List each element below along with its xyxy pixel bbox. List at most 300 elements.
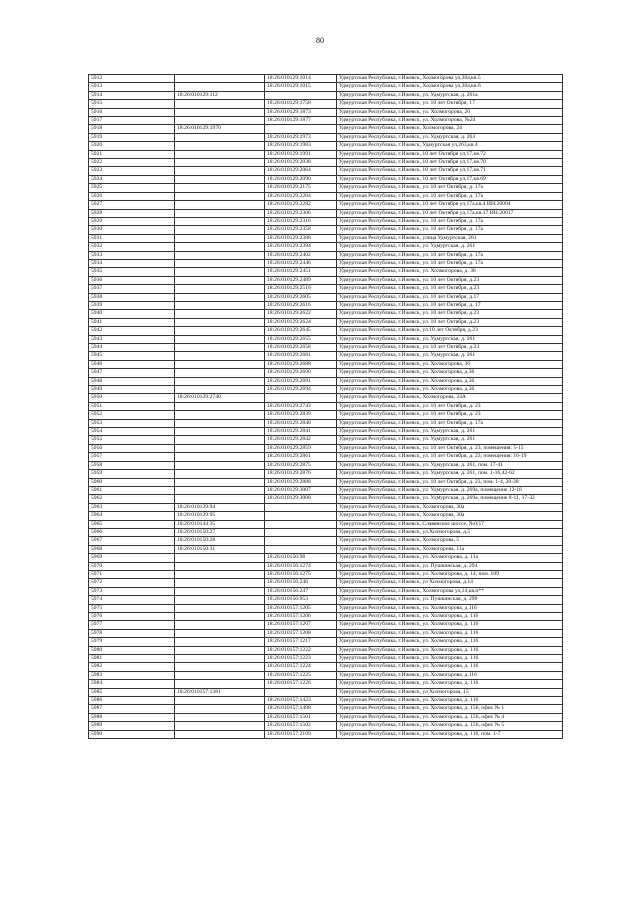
land-plot-cadastral-cell bbox=[175, 705, 265, 713]
land-plot-cadastral-cell bbox=[175, 175, 265, 183]
row-number-cell: 5964 bbox=[89, 512, 175, 520]
building-cadastral-cell: 18:26:010157:1226 bbox=[265, 680, 337, 688]
land-plot-cadastral-cell bbox=[175, 671, 265, 679]
row-number-cell: 5974 bbox=[89, 596, 175, 604]
building-cadastral-cell: 18:26:010129:2861 bbox=[265, 453, 337, 461]
row-number-cell: 5950 bbox=[89, 394, 175, 402]
address-cell: Удмуртская Республика, г.Ижевск, ул. Холмогорова, д. 116, пом. 1-7 bbox=[337, 730, 563, 738]
row-number-cell: 5930 bbox=[89, 226, 175, 234]
row-number-cell: 5919 bbox=[89, 133, 175, 141]
address-cell: Удмуртская Республика, г.Ижевск, ул Холмогорова, д.14 bbox=[337, 579, 563, 587]
building-cadastral-cell: 18:26:010129:2605 bbox=[265, 293, 337, 301]
address-cell: Удмуртская Республика, г.Ижевск, ул. Удмуртская, д. 261, пом. 1-16,42-62 bbox=[337, 470, 563, 478]
row-number-cell: 5990 bbox=[89, 730, 175, 738]
land-plot-cadastral-cell bbox=[175, 730, 265, 738]
address-cell: Удмуртская Республика, г.Ижевск, улица Удмуртская, 261 bbox=[337, 234, 563, 242]
table-row bbox=[89, 596, 563, 604]
land-plot-cadastral-cell: 18:26:010129:2740 bbox=[175, 394, 265, 402]
table-row bbox=[89, 680, 563, 688]
land-plot-cadastral-cell bbox=[175, 360, 265, 368]
table-row bbox=[89, 697, 563, 705]
table-row bbox=[89, 562, 563, 570]
address-cell: Удмуртская Республика, г.Ижевск, Холмогорова ул,30а,кв.5 bbox=[337, 75, 563, 83]
land-plot-cadastral-cell bbox=[175, 301, 265, 309]
address-cell: Удмуртская Республика, г.Ижевск, ул. 10 лет Октября, д. 23 bbox=[337, 402, 563, 410]
building-cadastral-cell: 18:26:010129:2888 bbox=[265, 478, 337, 486]
table-row bbox=[89, 184, 563, 192]
row-number-cell: 5982 bbox=[89, 663, 175, 671]
building-cadastral-cell: 18:26:010129:2204 bbox=[265, 192, 337, 200]
land-plot-cadastral-cell bbox=[175, 554, 265, 562]
building-cadastral-cell: 18:26:010129:2402 bbox=[265, 251, 337, 259]
land-plot-cadastral-cell bbox=[175, 697, 265, 705]
row-number-cell: 5941 bbox=[89, 318, 175, 326]
row-number-cell: 5916 bbox=[89, 108, 175, 116]
building-cadastral-cell: 18:26:010129:2645 bbox=[265, 327, 337, 335]
row-number-cell: 5946 bbox=[89, 360, 175, 368]
building-cadastral-cell: 18:26:010129:2876 bbox=[265, 470, 337, 478]
table-row bbox=[89, 604, 563, 612]
building-cadastral-cell: 18:26:010129:2842 bbox=[265, 436, 337, 444]
table-row bbox=[89, 75, 563, 83]
address-cell: Удмуртская Республика, г.Ижевск, ул. Удмуртская, д. 261 bbox=[337, 335, 563, 343]
land-plot-cadastral-cell bbox=[175, 629, 265, 637]
row-number-cell: 5968 bbox=[89, 545, 175, 553]
table-row bbox=[89, 428, 563, 436]
row-number-cell: 5967 bbox=[89, 537, 175, 545]
address-cell: Удмуртская Республика, г.Ижевск, ул Холмогорова, 15 bbox=[337, 688, 563, 696]
table-row bbox=[89, 268, 563, 276]
address-cell: Удмуртская Республика, г.Ижевск, ул. Холмогорова, д. 156, офис № 4 bbox=[337, 713, 563, 721]
building-cadastral-cell: 18:26:010129:2622 bbox=[265, 310, 337, 318]
land-plot-cadastral-cell bbox=[175, 486, 265, 494]
table-row bbox=[89, 100, 563, 108]
land-plot-cadastral-cell bbox=[175, 470, 265, 478]
building-cadastral-cell bbox=[265, 512, 337, 520]
table-row bbox=[89, 688, 563, 696]
row-number-cell: 5977 bbox=[89, 621, 175, 629]
row-number-cell: 5969 bbox=[89, 554, 175, 562]
row-number-cell: 5920 bbox=[89, 142, 175, 150]
building-cadastral-cell: 18:26:010129:1991 bbox=[265, 150, 337, 158]
row-number-cell: 5987 bbox=[89, 705, 175, 713]
address-cell: Удмуртская Республика, г.Ижевск, ул. 10 лет Октября, д. 17а bbox=[337, 217, 563, 225]
building-cadastral-cell: 18:26:010129:2038 bbox=[265, 159, 337, 167]
address-cell: Удмуртская Республика, г.Ижевск, ул. Холмогорова, д.36 bbox=[337, 369, 563, 377]
land-plot-cadastral-cell bbox=[175, 411, 265, 419]
table-row bbox=[89, 344, 563, 352]
building-cadastral-cell: 18:26:010129:2358 bbox=[265, 226, 337, 234]
building-cadastral-cell bbox=[265, 537, 337, 545]
land-plot-cadastral-cell bbox=[175, 570, 265, 578]
building-cadastral-cell bbox=[265, 91, 337, 99]
table-row bbox=[89, 91, 563, 99]
address-cell: Удмуртская Республика, г.Ижевск, ул. 10 лет Октября, д.23 bbox=[337, 318, 563, 326]
row-number-cell: 5979 bbox=[89, 638, 175, 646]
land-plot-cadastral-cell bbox=[175, 478, 265, 486]
address-cell: Удмуртская Республика, г.Ижевск, ул. 10 лет Октября, д.17 bbox=[337, 293, 563, 301]
land-plot-cadastral-cell bbox=[175, 184, 265, 192]
table-row bbox=[89, 369, 563, 377]
table-row bbox=[89, 108, 563, 116]
address-cell: Удмуртская Республика, г.Ижевск, ул. Холмогорова, д.116 bbox=[337, 671, 563, 679]
table-row bbox=[89, 301, 563, 309]
row-number-cell: 5957 bbox=[89, 453, 175, 461]
address-cell: Удмуртская Республика, г.Ижевск, ул. Холмогорова, д. 116 bbox=[337, 655, 563, 663]
address-cell: Удмуртская Республика, г.Ижевск, ул. Холмогорова, д. 116 bbox=[337, 680, 563, 688]
address-cell: Удмуртская Республика, г.Ижевск, ул. Удмуртская, д. 261 bbox=[337, 352, 563, 360]
row-number-cell: 5918 bbox=[89, 125, 175, 133]
land-plot-cadastral-cell bbox=[175, 663, 265, 671]
table-row bbox=[89, 730, 563, 738]
building-cadastral-cell bbox=[265, 503, 337, 511]
address-cell: Удмуртская Республика, г.Ижевск, ул. 10 лет Октября, д.23 bbox=[337, 285, 563, 293]
address-cell: Удмуртская Республика, г.Ижевск, Холмогорова, 24А bbox=[337, 394, 563, 402]
row-number-cell: 5961 bbox=[89, 486, 175, 494]
table-row bbox=[89, 621, 563, 629]
building-cadastral-cell: 18:26:010157:1498 bbox=[265, 705, 337, 713]
land-plot-cadastral-cell bbox=[175, 587, 265, 595]
land-plot-cadastral-cell bbox=[175, 108, 265, 116]
address-cell: Удмуртская Республика, г.Ижевск, Холмогорова, 5 bbox=[337, 537, 563, 545]
row-number-cell: 5935 bbox=[89, 268, 175, 276]
table-row bbox=[89, 671, 563, 679]
land-plot-cadastral-cell bbox=[175, 318, 265, 326]
land-plot-cadastral-cell bbox=[175, 285, 265, 293]
row-number-cell: 5934 bbox=[89, 259, 175, 267]
address-cell: Удмуртская Республика, г.Ижевск, ул.Холмогорова, д.5 bbox=[337, 528, 563, 536]
building-cadastral-cell: 18:26:010129:1877 bbox=[265, 117, 337, 125]
building-cadastral-cell bbox=[265, 520, 337, 528]
land-plot-cadastral-cell: 18:26:010157:1381 bbox=[175, 688, 265, 696]
building-cadastral-cell: 18:26:010156:247 bbox=[265, 587, 337, 595]
address-cell: Удмуртская Республика, г.Ижевск, 10 лет Октября ул,17,кв.72 bbox=[337, 150, 563, 158]
land-plot-cadastral-cell bbox=[175, 209, 265, 217]
address-cell: Удмуртская Республика, г.Ижевск, ул. Холмогорова, д. 116 bbox=[337, 697, 563, 705]
land-plot-cadastral-cell bbox=[175, 352, 265, 360]
table-row bbox=[89, 234, 563, 242]
table-row bbox=[89, 175, 563, 183]
land-plot-cadastral-cell: 18:26:010129:1970 bbox=[175, 125, 265, 133]
address-cell: Удмуртская Республика, г.Ижевск, ул. Удмуртская, д. 269а, помещение 8-11, 17-32 bbox=[337, 495, 563, 503]
row-number-cell: 5960 bbox=[89, 478, 175, 486]
building-cadastral-cell: 18:26:010157:1222 bbox=[265, 646, 337, 654]
land-plot-cadastral-cell bbox=[175, 167, 265, 175]
row-number-cell: 5978 bbox=[89, 629, 175, 637]
table-row bbox=[89, 411, 563, 419]
row-number-cell: 5986 bbox=[89, 697, 175, 705]
land-plot-cadastral-cell: 18:26:010129:95 bbox=[175, 512, 265, 520]
row-number-cell: 5980 bbox=[89, 646, 175, 654]
address-cell: Удмуртская Республика, г.Ижевск, ул. 10 лет Октября, д.23 bbox=[337, 344, 563, 352]
address-cell: Удмуртская Республика, г.Ижевск, ул. Холмогорова, д. 116 bbox=[337, 613, 563, 621]
address-cell: Удмуртская Республика, г.Ижевск, ул. 10 лет Октября, д. 23, пом. 1-4, 20-38 bbox=[337, 478, 563, 486]
table-row bbox=[89, 318, 563, 326]
land-plot-cadastral-cell bbox=[175, 268, 265, 276]
building-cadastral-cell: 18:26:010157:1223 bbox=[265, 655, 337, 663]
land-plot-cadastral-cell bbox=[175, 419, 265, 427]
table-row bbox=[89, 520, 563, 528]
address-cell: Удмуртская Республика, г.Ижевск, ул. 10 лет Октября, д.23 bbox=[337, 310, 563, 318]
address-cell: Удмуртская Республика, г.Ижевск, ул. 10 лет Октября, 17 bbox=[337, 100, 563, 108]
row-number-cell: 5924 bbox=[89, 175, 175, 183]
land-plot-cadastral-cell: 18:26:010150:31 bbox=[175, 545, 265, 553]
row-number-cell: 5928 bbox=[89, 209, 175, 217]
address-cell: Удмуртская Республика, г.Ижевск, 10 лет Октября ул,17а,кв.4 ИН:20004 bbox=[337, 201, 563, 209]
building-cadastral-cell: 18:26:010129:2859 bbox=[265, 444, 337, 452]
table-row bbox=[89, 478, 563, 486]
building-cadastral-cell bbox=[265, 394, 337, 402]
row-number-cell: 5985 bbox=[89, 688, 175, 696]
building-cadastral-cell bbox=[265, 528, 337, 536]
table-row bbox=[89, 142, 563, 150]
page-number: 80 bbox=[316, 36, 324, 45]
table-row bbox=[89, 159, 563, 167]
building-cadastral-cell: 18:26:010129:2516 bbox=[265, 285, 337, 293]
address-cell: Удмуртская Республика, г.Ижевск, Холмогорова, 24 bbox=[337, 125, 563, 133]
row-number-cell: 5976 bbox=[89, 613, 175, 621]
registry-table bbox=[88, 74, 563, 739]
row-number-cell: 5913 bbox=[89, 83, 175, 91]
row-number-cell: 5973 bbox=[89, 587, 175, 595]
row-number-cell: 5921 bbox=[89, 150, 175, 158]
land-plot-cadastral-cell bbox=[175, 495, 265, 503]
table-row bbox=[89, 545, 563, 553]
land-plot-cadastral-cell bbox=[175, 579, 265, 587]
building-cadastral-cell: 18:26:010129:2688 bbox=[265, 360, 337, 368]
land-plot-cadastral-cell bbox=[175, 100, 265, 108]
row-number-cell: 5931 bbox=[89, 234, 175, 242]
land-plot-cadastral-cell bbox=[175, 201, 265, 209]
table-row bbox=[89, 503, 563, 511]
land-plot-cadastral-cell bbox=[175, 133, 265, 141]
table-row bbox=[89, 453, 563, 461]
land-plot-cadastral-cell bbox=[175, 83, 265, 91]
address-cell: Удмуртская Республика, г.Ижевск, ул. 10 лет Октября, д. 23, помещения: 16-19 bbox=[337, 453, 563, 461]
land-plot-cadastral-cell bbox=[175, 722, 265, 730]
land-plot-cadastral-cell bbox=[175, 646, 265, 654]
address-cell: Удмуртская Республика, г.Ижевск, 10 лет Октября ул,17,кв.69 bbox=[337, 175, 563, 183]
row-number-cell: 5956 bbox=[89, 444, 175, 452]
address-cell: Удмуртская Республика, г.Ижевск, ул. Холмогорова, д. 116 bbox=[337, 646, 563, 654]
table-row bbox=[89, 495, 563, 503]
building-cadastral-cell: 18:26:010129:1015 bbox=[265, 83, 337, 91]
address-cell: Удмуртская Республика, г.Ижевск, ул. 10 лет Октября, д. 23, помещения: 5-15 bbox=[337, 444, 563, 452]
land-plot-cadastral-cell bbox=[175, 444, 265, 452]
row-number-cell: 5963 bbox=[89, 503, 175, 511]
table-row bbox=[89, 352, 563, 360]
row-number-cell: 5937 bbox=[89, 285, 175, 293]
table-row bbox=[89, 293, 563, 301]
building-cadastral-cell bbox=[265, 545, 337, 553]
row-number-cell: 5955 bbox=[89, 436, 175, 444]
table-row bbox=[89, 528, 563, 536]
address-cell: Удмуртская Республика, г.Ижевск, ул. Холмогорова, д. 156, офис № 1 bbox=[337, 705, 563, 713]
land-plot-cadastral-cell bbox=[175, 386, 265, 394]
address-cell: Удмуртская Республика, г.Ижевск, ул. Удмуртская, д. 261, пом. 17-41 bbox=[337, 461, 563, 469]
row-number-cell: 5948 bbox=[89, 377, 175, 385]
table-row bbox=[89, 335, 563, 343]
land-plot-cadastral-cell bbox=[175, 713, 265, 721]
building-cadastral-cell: 18:26:010129:2690 bbox=[265, 369, 337, 377]
row-number-cell: 5914 bbox=[89, 91, 175, 99]
address-cell: Удмуртская Республика, г.Ижевск, ул. 10 лет Октября, д. 17а bbox=[337, 251, 563, 259]
table-row bbox=[89, 285, 563, 293]
building-cadastral-cell: 18:26:010129:2624 bbox=[265, 318, 337, 326]
building-cadastral-cell: 18:26:010150:98 bbox=[265, 554, 337, 562]
building-cadastral-cell: 18:26:010156:246 bbox=[265, 579, 337, 587]
land-plot-cadastral-cell bbox=[175, 461, 265, 469]
row-number-cell: 5936 bbox=[89, 276, 175, 284]
building-cadastral-cell: 18:26:010129:2841 bbox=[265, 428, 337, 436]
address-cell: Удмуртская Республика, г.Ижевск, 10 лет Октября ул,17а,кв.17 ИН:20017 bbox=[337, 209, 563, 217]
building-cadastral-cell: 18:26:010129:2090 bbox=[265, 175, 337, 183]
building-cadastral-cell bbox=[265, 688, 337, 696]
building-cadastral-cell: 18:26:010156:1275 bbox=[265, 570, 337, 578]
building-cadastral-cell: 18:26:010157:1217 bbox=[265, 638, 337, 646]
table-row bbox=[89, 209, 563, 217]
building-cadastral-cell: 18:26:010156:1274 bbox=[265, 562, 337, 570]
row-number-cell: 5938 bbox=[89, 293, 175, 301]
row-number-cell: 5912 bbox=[89, 75, 175, 83]
row-number-cell: 5970 bbox=[89, 562, 175, 570]
building-cadastral-cell: 18:26:010129:2489 bbox=[265, 276, 337, 284]
building-cadastral-cell: 18:26:010129:2875 bbox=[265, 461, 337, 469]
row-number-cell: 5929 bbox=[89, 217, 175, 225]
table-row bbox=[89, 83, 563, 91]
row-number-cell: 5962 bbox=[89, 495, 175, 503]
table-row bbox=[89, 646, 563, 654]
address-cell: Удмуртская Республика, г.Ижевск, ул. Удмуртская, д. 261 bbox=[337, 436, 563, 444]
row-number-cell: 5952 bbox=[89, 411, 175, 419]
land-plot-cadastral-cell bbox=[175, 293, 265, 301]
land-plot-cadastral-cell bbox=[175, 310, 265, 318]
land-plot-cadastral-cell bbox=[175, 596, 265, 604]
land-plot-cadastral-cell bbox=[175, 234, 265, 242]
building-cadastral-cell: 18:26:010129:2681 bbox=[265, 352, 337, 360]
land-plot-cadastral-cell bbox=[175, 142, 265, 150]
building-cadastral-cell: 18:26:010129:1758 bbox=[265, 100, 337, 108]
table-row bbox=[89, 386, 563, 394]
table-row bbox=[89, 310, 563, 318]
row-number-cell: 5988 bbox=[89, 713, 175, 721]
table-row bbox=[89, 117, 563, 125]
table-row bbox=[89, 722, 563, 730]
land-plot-cadastral-cell bbox=[175, 335, 265, 343]
address-cell: Удмуртская Республика, г.Ижевск, 10 лет Октября ул,17,кв.71 bbox=[337, 167, 563, 175]
building-cadastral-cell: 18:26:010129:2306 bbox=[265, 209, 337, 217]
registry-table-body bbox=[89, 75, 563, 739]
building-cadastral-cell: 18:26:010157:1205 bbox=[265, 604, 337, 612]
address-cell: Удмуртская Республика, г.Ижевск, ул. Удмуртская, д. 263 bbox=[337, 133, 563, 141]
building-cadastral-cell: 18:26:010156:953 bbox=[265, 596, 337, 604]
land-plot-cadastral-cell bbox=[175, 613, 265, 621]
table-row bbox=[89, 486, 563, 494]
table-row bbox=[89, 251, 563, 259]
row-number-cell: 5981 bbox=[89, 655, 175, 663]
address-cell: Удмуртская Республика, г.Ижевск, ул.10 лет Октября, д.23 bbox=[337, 327, 563, 335]
land-plot-cadastral-cell bbox=[175, 259, 265, 267]
address-cell: Удмуртская Республика, г.Ижевск, ул. Удмуртская, д. 261 bbox=[337, 428, 563, 436]
row-number-cell: 5965 bbox=[89, 520, 175, 528]
building-cadastral-cell: 18:26:010129:1014 bbox=[265, 75, 337, 83]
table-row bbox=[89, 579, 563, 587]
row-number-cell: 5922 bbox=[89, 159, 175, 167]
row-number-cell: 5943 bbox=[89, 335, 175, 343]
row-number-cell: 5939 bbox=[89, 301, 175, 309]
row-number-cell: 5954 bbox=[89, 428, 175, 436]
land-plot-cadastral-cell bbox=[175, 621, 265, 629]
building-cadastral-cell: 18:26:010129:2743 bbox=[265, 402, 337, 410]
table-row bbox=[89, 444, 563, 452]
address-cell: Удмуртская Республика, г.Ижевск, ул. Холмогорова, д. 116 bbox=[337, 663, 563, 671]
building-cadastral-cell: 18:26:010129:3008 bbox=[265, 495, 337, 503]
building-cadastral-cell: 18:26:010129:2691 bbox=[265, 377, 337, 385]
row-number-cell: 5940 bbox=[89, 310, 175, 318]
row-number-cell: 5923 bbox=[89, 167, 175, 175]
building-cadastral-cell: 18:26:010129:2840 bbox=[265, 419, 337, 427]
table-row bbox=[89, 217, 563, 225]
address-cell: Удмуртская Республика, г.Ижевск, ул. 10 лет Октября, д. 17 bbox=[337, 301, 563, 309]
land-plot-cadastral-cell bbox=[175, 377, 265, 385]
building-cadastral-cell: 18:26:010129:3007 bbox=[265, 486, 337, 494]
land-plot-cadastral-cell bbox=[175, 226, 265, 234]
building-cadastral-cell: 18:26:010157:1224 bbox=[265, 663, 337, 671]
land-plot-cadastral-cell bbox=[175, 638, 265, 646]
building-cadastral-cell: 18:26:010157:1423 bbox=[265, 697, 337, 705]
table-row bbox=[89, 663, 563, 671]
land-plot-cadastral-cell bbox=[175, 436, 265, 444]
address-cell: Удмуртская Республика, г.Ижевск, ул. Холмогорова, 20 bbox=[337, 108, 563, 116]
building-cadastral-cell: 18:26:010157:1206 bbox=[265, 613, 337, 621]
table-row bbox=[89, 570, 563, 578]
building-cadastral-cell: 18:26:010129:1973 bbox=[265, 133, 337, 141]
table-row bbox=[89, 629, 563, 637]
building-cadastral-cell bbox=[265, 125, 337, 133]
address-cell: Удмуртская Республика, г.Ижевск, ул. Холмогорова, д.116 bbox=[337, 604, 563, 612]
address-cell: Удмуртская Республика, г.Ижевск, Славянское шоссе, №0/17 bbox=[337, 520, 563, 528]
table-row bbox=[89, 436, 563, 444]
address-cell: Удмуртская Республика, г.Ижевск, ул. 10 лет Октября, д. 23 bbox=[337, 411, 563, 419]
row-number-cell: 5945 bbox=[89, 352, 175, 360]
table-row bbox=[89, 713, 563, 721]
building-cadastral-cell: 18:26:010129:2388 bbox=[265, 234, 337, 242]
address-cell: Удмуртская Республика, г.Ижевск, ул. 10 лет Октября, д. 17а bbox=[337, 226, 563, 234]
row-number-cell: 5942 bbox=[89, 327, 175, 335]
table-row bbox=[89, 276, 563, 284]
row-number-cell: 5949 bbox=[89, 386, 175, 394]
address-cell: Удмуртская Республика, г.Ижевск, Холмогорова ул,30а,кв.6 bbox=[337, 83, 563, 91]
land-plot-cadastral-cell bbox=[175, 402, 265, 410]
address-cell: Удмуртская Республика, г.Ижевск, ул. Холмогорова, д. 116 bbox=[337, 621, 563, 629]
building-cadastral-cell: 18:26:010129:2064 bbox=[265, 167, 337, 175]
address-cell: Удмуртская Республика, г.Ижевск, ул. Удмуртская, д. 269а, помещение 12-16 bbox=[337, 486, 563, 494]
land-plot-cadastral-cell: 18:26:010144:35 bbox=[175, 520, 265, 528]
building-cadastral-cell: 18:26:010129:2694 bbox=[265, 386, 337, 394]
building-cadastral-cell: 18:26:010129:2616 bbox=[265, 301, 337, 309]
land-plot-cadastral-cell: 18:26:010129:112 bbox=[175, 91, 265, 99]
building-cadastral-cell: 18:26:010129:1983 bbox=[265, 142, 337, 150]
address-cell: Удмуртская Республика, г.Ижевск, ул. Холмогорова, д. 14, пом. 109 bbox=[337, 570, 563, 578]
land-plot-cadastral-cell bbox=[175, 680, 265, 688]
land-plot-cadastral-cell: 18:26:010150:28 bbox=[175, 537, 265, 545]
table-row bbox=[89, 537, 563, 545]
table-row bbox=[89, 327, 563, 335]
land-plot-cadastral-cell bbox=[175, 243, 265, 251]
address-cell: Удмуртская Республика, г.Ижевск, Удмуртская ул,263,кв.4 bbox=[337, 142, 563, 150]
building-cadastral-cell: 18:26:010129:2658 bbox=[265, 344, 337, 352]
table-row bbox=[89, 201, 563, 209]
